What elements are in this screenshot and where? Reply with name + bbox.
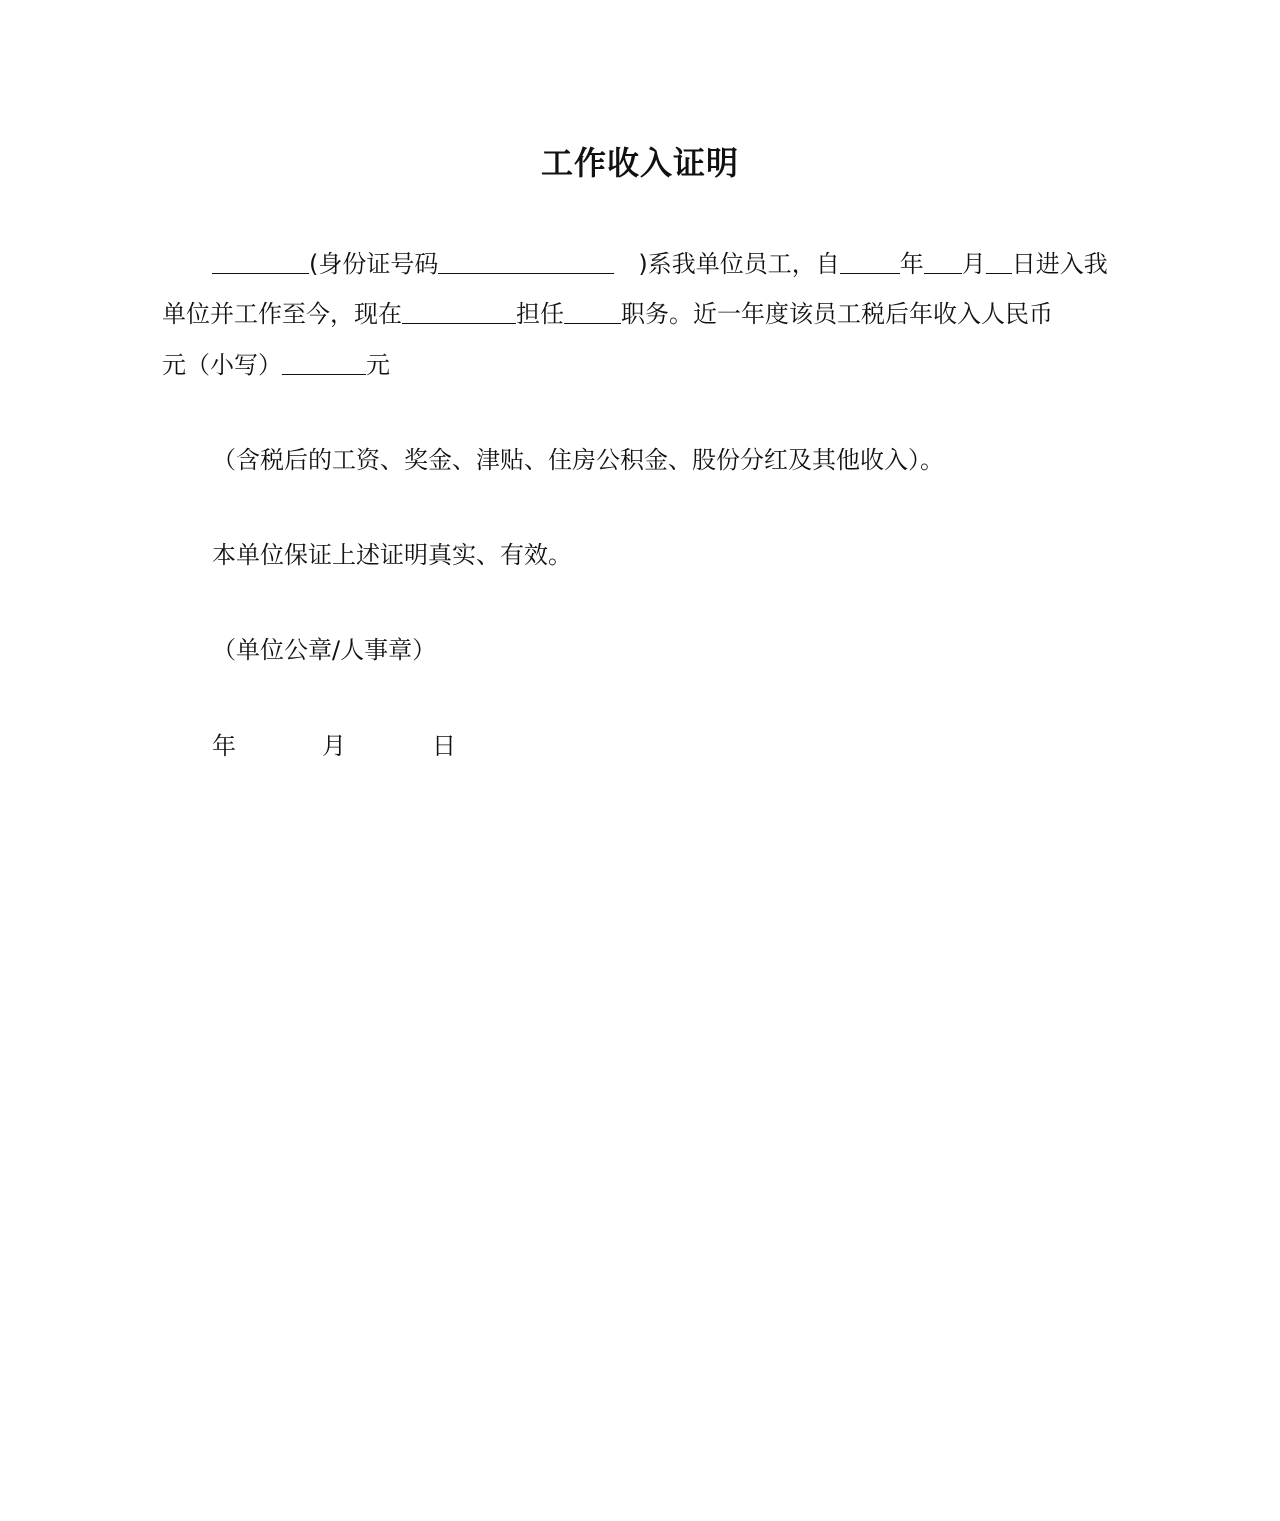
id-number-label: (身份证号码 bbox=[309, 250, 439, 278]
department-blank[interactable] bbox=[402, 299, 516, 324]
year-label: 年 bbox=[899, 250, 924, 278]
paragraph-line-3 bbox=[162, 349, 390, 381]
document-title: 工作收入证明 bbox=[540, 144, 739, 182]
current-work-text: 单位并工作至今，现在 bbox=[162, 300, 402, 328]
start-month-blank[interactable] bbox=[924, 249, 962, 274]
date-day-label: 日 bbox=[432, 732, 456, 760]
date-year-label: 年 bbox=[212, 732, 236, 760]
position-blank[interactable] bbox=[564, 299, 621, 324]
paragraph-line-1 bbox=[212, 248, 1108, 280]
date-line bbox=[212, 730, 456, 762]
start-day-blank[interactable] bbox=[986, 249, 1012, 274]
currency-unit: 元 bbox=[366, 351, 390, 379]
month-label: 月 bbox=[961, 250, 986, 278]
guarantee-statement: 本单位保证上述证明真实、有效。 bbox=[212, 541, 572, 569]
amount-label: 元（小写） bbox=[162, 351, 282, 379]
id-number-blank[interactable] bbox=[438, 249, 614, 274]
income-statement-text: 职务。近一年度该员工税后年收入人民币 bbox=[621, 300, 1053, 328]
seal-note: （单位公章/人事章） bbox=[212, 636, 437, 664]
name-blank[interactable] bbox=[212, 249, 309, 274]
start-year-blank[interactable] bbox=[840, 249, 900, 274]
day-entry-text: 日进入我 bbox=[1011, 250, 1108, 278]
amount-blank[interactable] bbox=[282, 350, 366, 375]
position-label: 担任 bbox=[516, 300, 564, 328]
paragraph-line-2 bbox=[162, 298, 1053, 330]
date-month-label: 月 bbox=[322, 732, 346, 760]
employee-statement-text: )系我单位员工，自 bbox=[638, 250, 840, 278]
income-note: （含税后的工资、奖金、津贴、住房公积金、股份分红及其他收入）。 bbox=[212, 446, 944, 474]
